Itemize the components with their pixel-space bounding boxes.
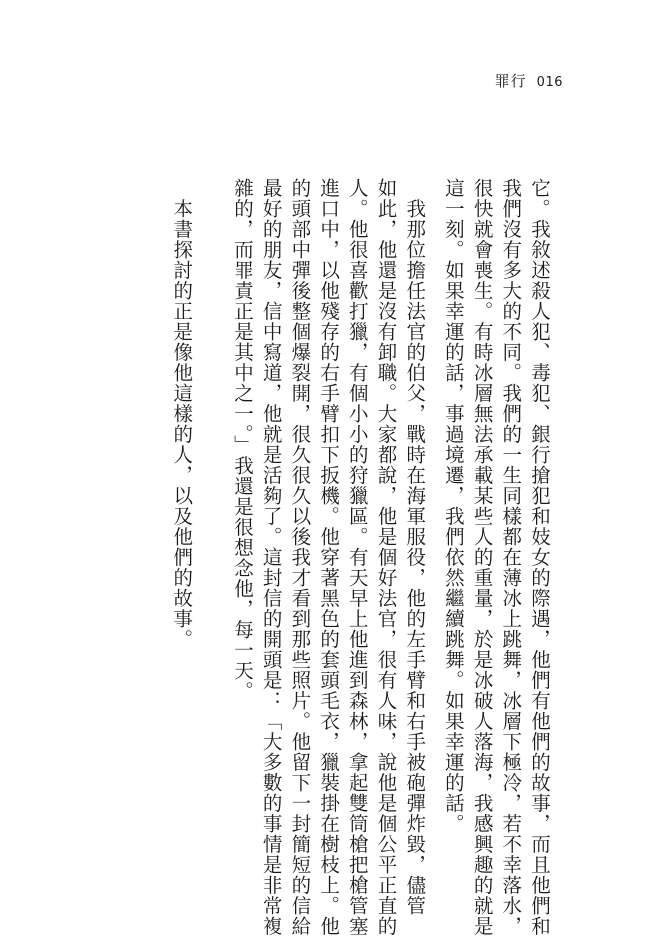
page-number: 016 bbox=[536, 75, 563, 90]
text-line: 本書探討的正是像他這樣的人，以及他們的故事。 bbox=[170, 178, 194, 650]
text-line: 最好的朋友，信中寫道，他就是活夠了。這封信的開頭是：「大多數的事情是非常複 bbox=[259, 178, 283, 937]
text-line: 的頭部中彈後整個爆裂開，很久很久以後我才看到那些照片。他留下一封簡短的信給 bbox=[288, 178, 312, 937]
text-line: 雜的，而罪責正是其中之一。」我還是很想念他，每一天。 bbox=[230, 178, 254, 702]
text-line: 人。他很喜歡打獵，有個小小的狩獵區。有天早上他進到森林，拿起雙筒槍把槍管塞 bbox=[345, 178, 369, 937]
text-line: 這一刻。如果幸運的話，事過境遷，我們依然繼續跳舞。如果幸運的話。 bbox=[441, 178, 465, 834]
book-title: 罪行 bbox=[494, 72, 527, 90]
text-line: 它。我敘述殺人犯、毒犯、銀行搶犯和妓女的際遇，他們有他們的故事，而且他們和 bbox=[528, 178, 551, 937]
body-text bbox=[167, 178, 553, 937]
text-line: 很快就會喪生。有時冰層無法承載某些人的重量，於是冰破人落海，我感興趣的就是 bbox=[470, 178, 494, 937]
text-line: 進口中，以他殘存的右手臂扣下扳機。他穿著黑色的套頭毛衣，獵裝掛在樹枝上。他 bbox=[317, 178, 341, 937]
text-line: 我那位擔任法官的伯父，戰時在海軍服役，他的左手臂和右手被砲彈炸毀，儘管 bbox=[403, 178, 427, 916]
text-line: 我們沒有多大的不同。我們的一生同樣都在薄冰上跳舞，冰層下極冷，若不幸落水， bbox=[499, 178, 523, 937]
running-head bbox=[495, 70, 563, 91]
text-line: 如此，他還是沒有卸職。大家都說，他是個好法官，很有人味，說他是個公平正直的 bbox=[374, 178, 398, 937]
